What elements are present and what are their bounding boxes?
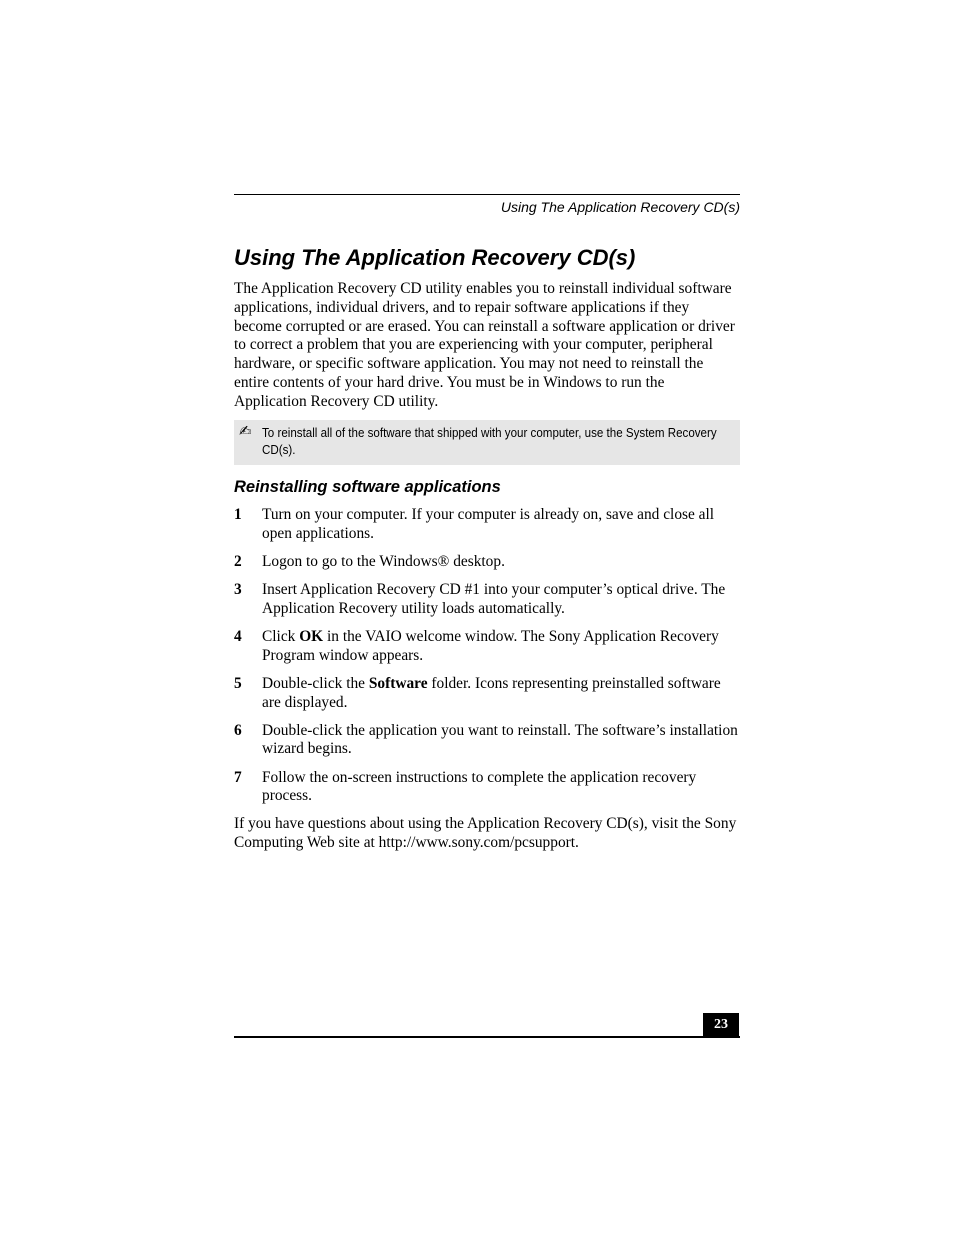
step-text: Follow the on-screen instructions to complete the application recovery process. — [262, 768, 697, 805]
step-text-lead: Double-click the — [262, 674, 369, 692]
step-text — [262, 675, 721, 711]
step-text: Insert Application Recovery CD #1 into your computer’s optical drive. The Application Recovery utility loads automatically. — [262, 580, 726, 617]
step-text-tail: in the VAIO welcome window. The Sony Application Recovery Program window appears. — [262, 627, 719, 664]
step-text: Double-click the application you want to reinstall. The software’s installation wizard begins. — [262, 721, 738, 758]
list-item — [234, 628, 740, 666]
page-number: 23 — [703, 1013, 739, 1037]
step-number: 3 — [234, 580, 242, 598]
note-box — [234, 420, 740, 465]
list-item — [234, 581, 740, 619]
list-item — [234, 506, 740, 544]
intro-paragraph: The Application Recovery CD utility enables you to reinstall individual software applications, individual drivers, and to repair software applications if they become corrupted or are erased. You can reinstall a software application or driver to correct a problem that you are experiencing with your computer, peripheral hardware, or specific software application. You may not need to reinstall the entire contents of your hard drive. You must be in Windows to run the Application Recovery CD utility. — [234, 280, 735, 410]
step-text: Logon to go to the Windows® desktop. — [262, 552, 505, 570]
running-head: Using The Application Recovery CD(s) — [500, 199, 740, 215]
list-item — [234, 553, 740, 572]
step-bold-term: Software — [368, 674, 428, 692]
step-number: 1 — [234, 506, 242, 523]
step-bold-term: OK — [299, 627, 324, 645]
step-text — [262, 628, 719, 664]
list-item — [234, 769, 740, 807]
page-title: Using The Application Recovery CD(s) — [234, 245, 636, 270]
list-item — [234, 675, 740, 713]
step-number: 7 — [234, 768, 242, 786]
step-number: 2 — [234, 552, 242, 570]
step-number: 6 — [234, 721, 242, 739]
step-number: 4 — [234, 627, 242, 645]
steps-list — [234, 506, 740, 815]
header-rule — [234, 194, 740, 195]
step-text-lead: Click — [262, 627, 300, 645]
closing-paragraph: If you have questions about using the Application Recovery CD(s), visit the Sony Computing Web site at http://www.sony.com/pcsupport. — [234, 815, 737, 851]
note-text: To reinstall all of the software that shipped with your computer, use the System Recovery CD(s). — [262, 426, 717, 457]
step-text-tail: folder. Icons representing preinstalled software are displayed. — [262, 674, 721, 711]
footer-rule — [234, 1036, 740, 1038]
step-text: Turn on your computer. If your computer is already on, save and close all open applications. — [262, 506, 715, 542]
step-number: 5 — [234, 674, 242, 692]
list-item — [234, 722, 740, 760]
pencil-note-icon: ✍ — [239, 422, 252, 440]
section-subtitle: Reinstalling software applications — [234, 478, 501, 496]
